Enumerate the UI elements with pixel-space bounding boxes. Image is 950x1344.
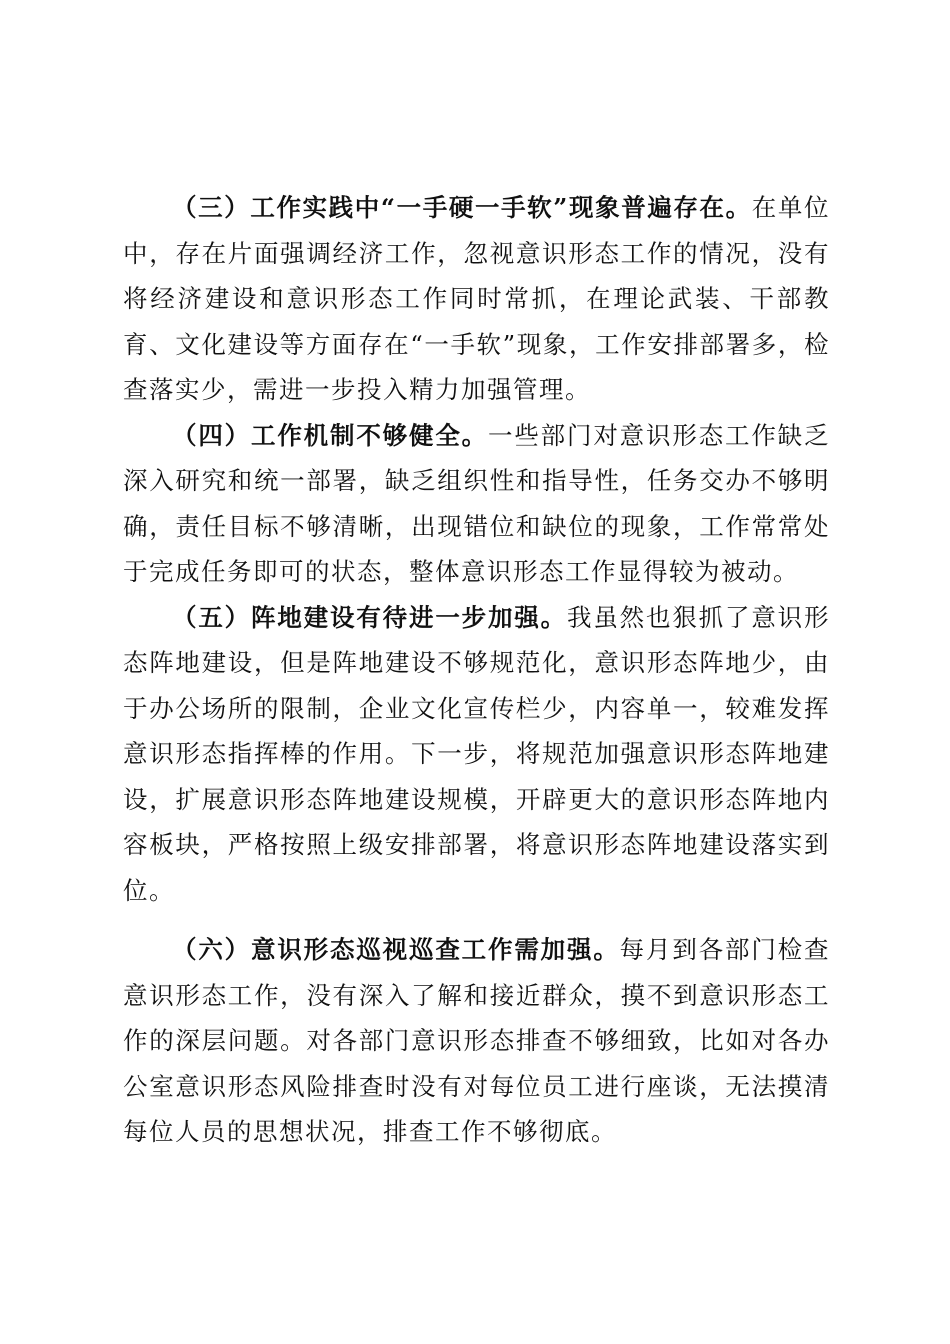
paragraph-4 (123, 413, 830, 595)
paragraph-heading: （五）阵地建设有待进一步加强。 (172, 602, 567, 632)
paragraph-heading: （六）意识形态巡视巡查工作需加强。 (172, 935, 620, 964)
paragraph-3 (123, 185, 830, 413)
paragraph-body: 我虽然也狠抓了意识形态阵地建设，但是阵地建设不够规范化，意识形态阵地少，由于办公场所的限制，企业文化宣传栏少，内容单一，较难发挥意识形态指挥棒的作用。下一步，将规范加强意识形态阵地建设，扩展意识形态阵地建设规模，开辟更大的意识形态阵地内容板块，严格按照上级安排部署，将意识形态阵地建设落实到位。 (123, 602, 830, 905)
paragraph-body: 一些部门对意识形态工作缺乏深入研究和统一部署，缺乏组织性和指导性，任务交办不够明确，责任目标不够清晰，出现错位和缺位的现象，工作常常处于完成任务即可的状态，整体意识形态工作显得较为被动。 (123, 420, 830, 586)
paragraph-6 (123, 927, 830, 1155)
paragraph-body: 在单位中，存在片面强调经济工作，忽视意识形态工作的情况，没有将经济建设和意识形态工作同时常抓，在理论武装、干部教育、文化建设等方面存在“一手软”现象，工作安排部署多，检查落实少，需进一步投入精力加强管理。 (123, 193, 831, 404)
paragraph-heading: （四）工作机制不够健全。 (172, 420, 488, 450)
paragraph-heading: （三）工作实践中“一手硬一手软”现象普遍存在。 (172, 193, 752, 222)
paragraph-5 (123, 595, 830, 914)
paragraph-body: 每月到各部门检查意识形态工作，没有深入了解和接近群众，摸不到意识形态工作的深层问题。对各部门意识形态排查不够细致，比如对各办公室意识形态风险排查时没有对每位员工进行座谈，无法摸清每位人员的思想状况，排查工作不够彻底。 (123, 935, 831, 1146)
